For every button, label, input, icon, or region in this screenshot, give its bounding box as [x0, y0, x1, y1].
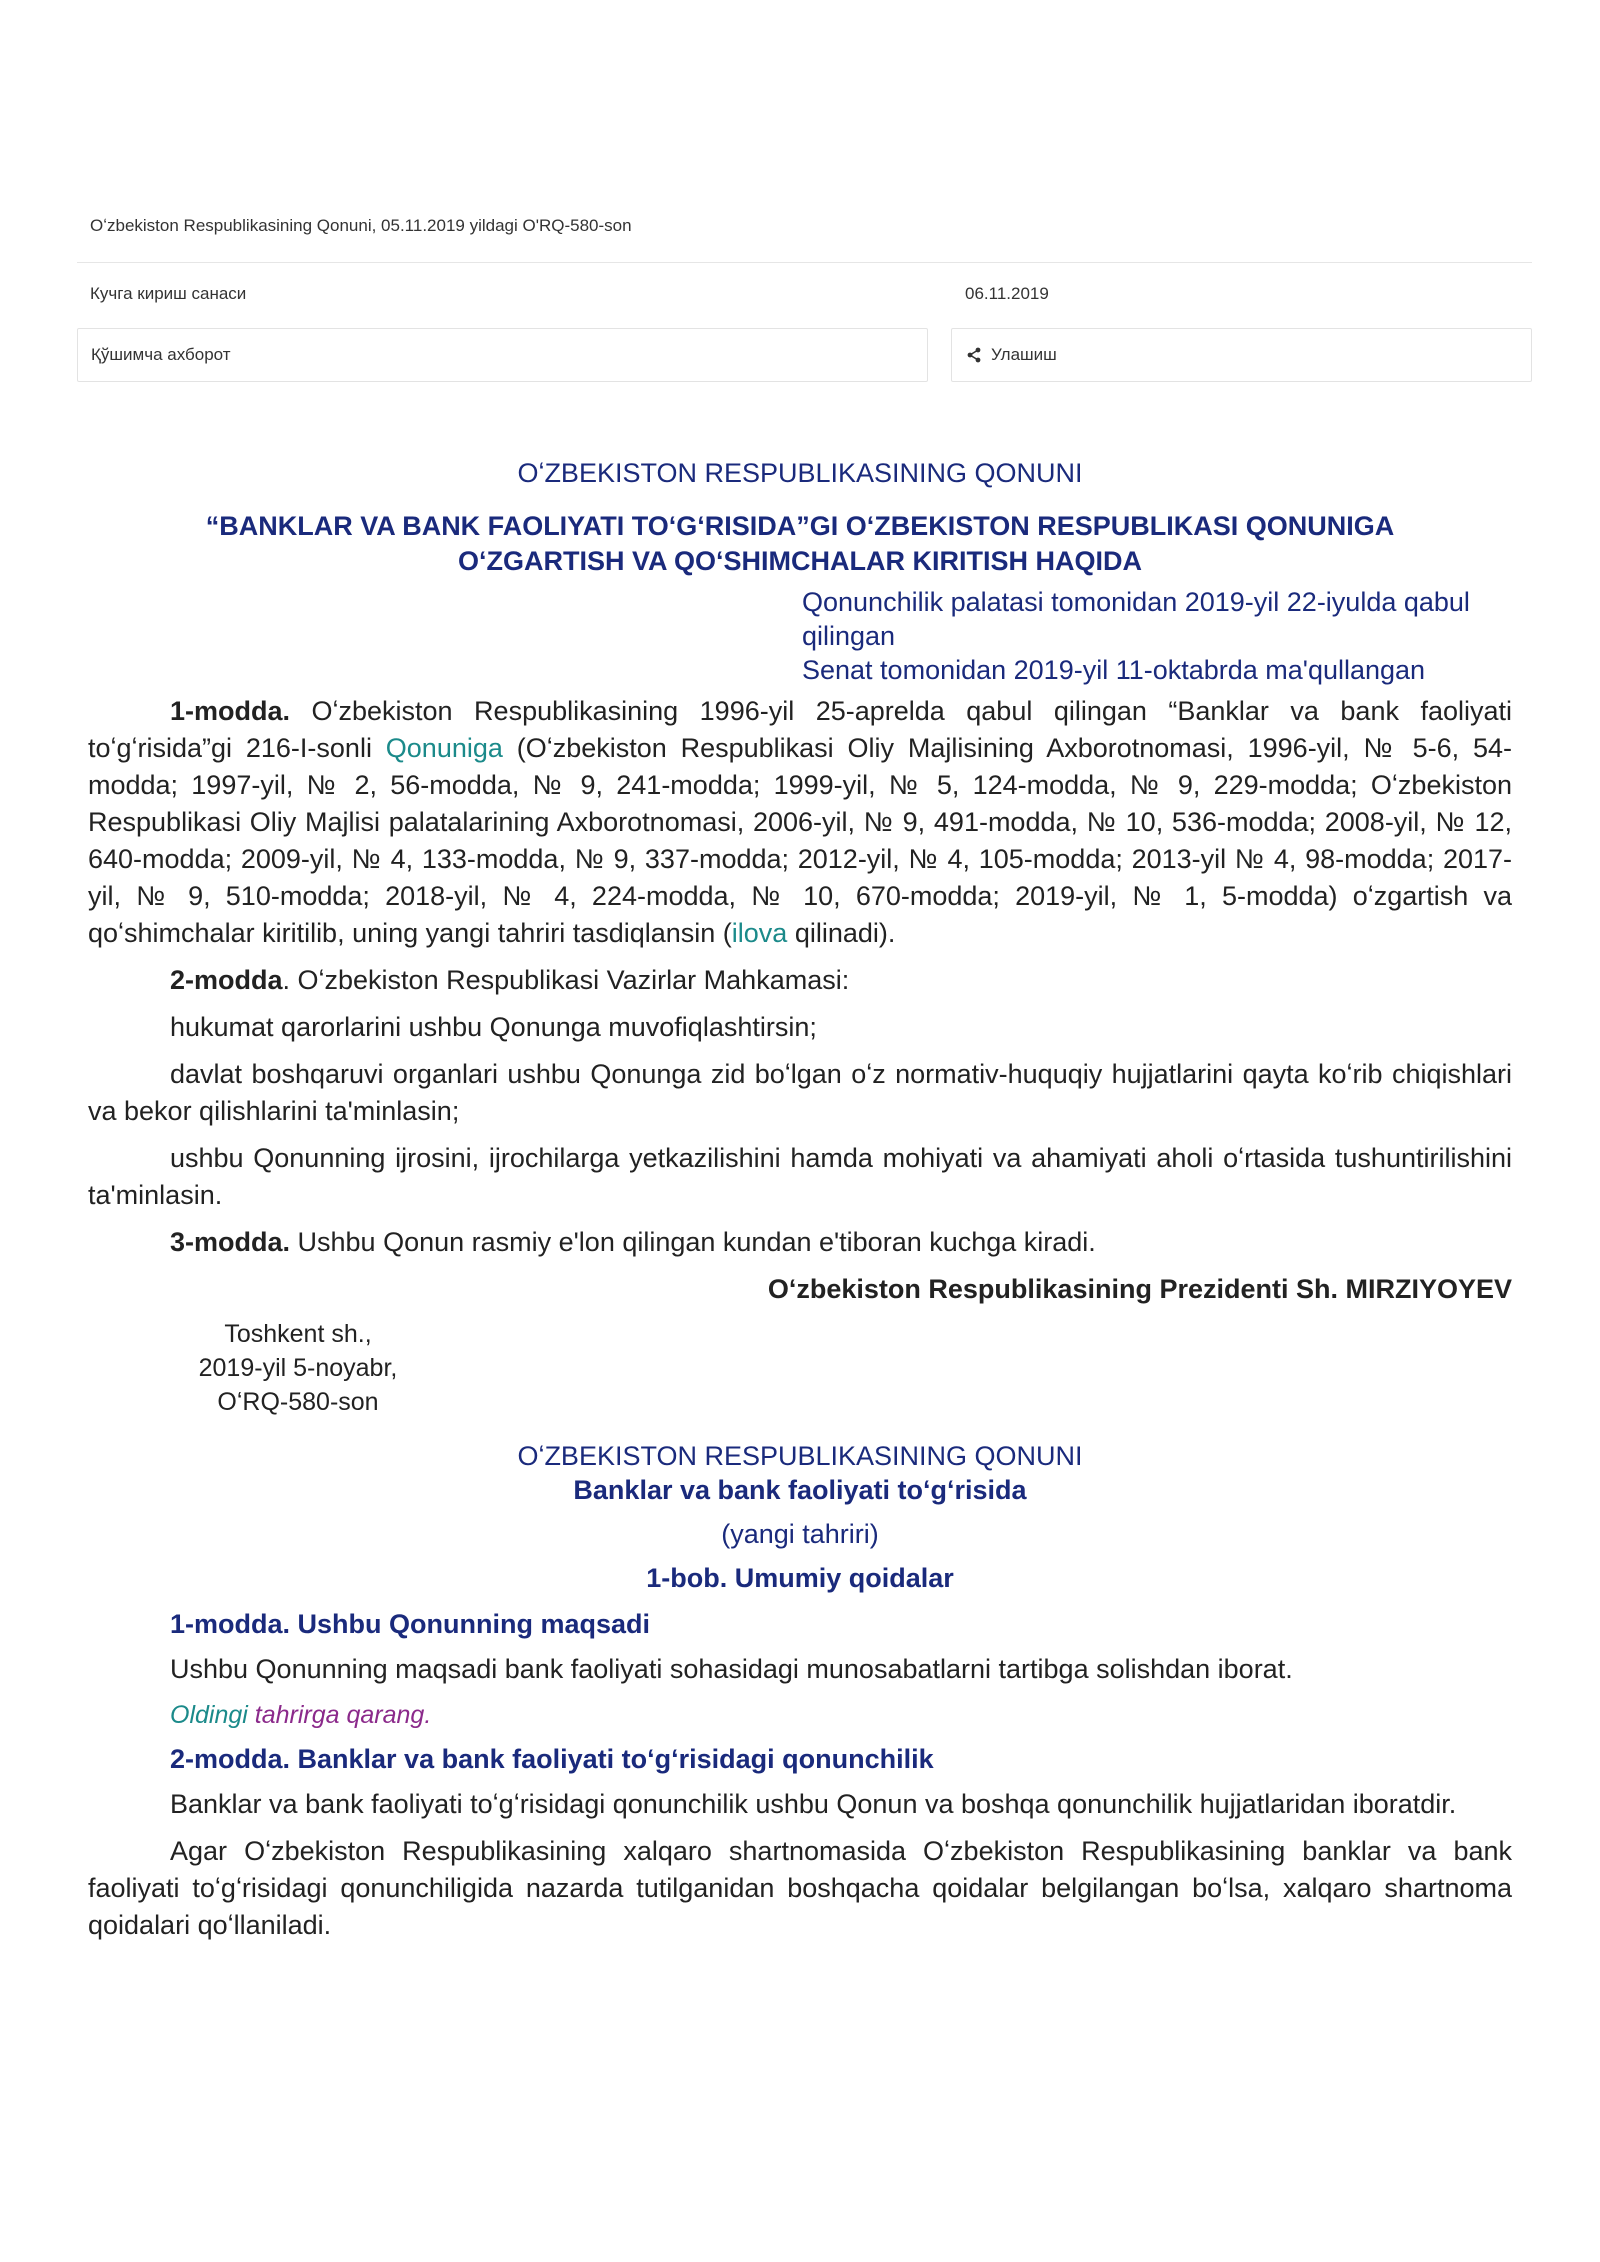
share-button[interactable] — [951, 328, 1532, 382]
law2-article-1-title: 1-modda. Ushbu Qonunning maqsadi — [170, 1609, 651, 1639]
article-2-item-1: hukumat qarorlarini ushbu Qonunga muvofiqlashtirsin; — [170, 1012, 817, 1042]
article-3-text: Ushbu Qonun rasmiy e'lon qilingan kundan e'tiboran kuchga kiradi. — [290, 1227, 1096, 1257]
article-1 — [88, 693, 1512, 952]
article-1-text-b: (Oʻzbekiston Respublikasi Oliy Majlisining Axborotnomasi, 1996-yil, № 5-6, 54-modda; 1997-yil, № 2, 56-modda, № 9, 241-modda; 1999-yil, № 5, 124-modda, № 9, 229-modda; Oʻzbekiston Respublikasi Oliy Majlisi palatalarining Axborotnomasi, 2006-yil, № 9, 491-modda, № 10, 536-modda; 2008-yil, № 12, 640-modda; 2009-yil, № 4, 133-modda, № 9, 337-modda; 2012-yil, № 4, 105-modda; 2013-yil № 4, 98-modda; 2017-yil, № 9, 510-modda; 2018-yil, № 4, 224-modda, № 10, 670-modda; 2019-yil, № 1, 5-modda) oʻzgartish va qoʻshimchalar kiritilib, uning yangi tahriri tasdiqlansin ( — [88, 733, 1513, 948]
appendix-link[interactable]: ilova — [731, 918, 788, 948]
meta-divider — [77, 262, 1532, 263]
adoption-senate: Senat tomonidan 2019-yil 11-oktabrda ma'qullangan — [802, 655, 1426, 685]
law-title — [88, 509, 1512, 579]
place-and-date — [88, 1317, 508, 1419]
article-3-label: 3-modda. — [170, 1227, 291, 1257]
article-3 — [88, 1224, 1512, 1261]
article-1-text-c: qilinadi). — [787, 918, 896, 948]
chapter-title: 1-bob. Umumiy qoidalar — [646, 1563, 954, 1593]
law2-article-2-p1: Banklar va bank faoliyati toʻgʻrisidagi qonunchilik ushbu Qonun va boshqa qonunchilik hujjatlaridan iboratdir. — [170, 1789, 1457, 1819]
document-source-line: Oʻzbekiston Respublikasining Qonuni, 05.11.2019 yildagi O'RQ-580-son — [90, 216, 632, 235]
law2-article-1-text: Ushbu Qonunning maqsadi bank faoliyati sohasidagi munosabatlarni tartibga solishdan iborat. — [170, 1654, 1293, 1684]
effective-date-label: Кучга кириш санаси — [90, 284, 247, 303]
law-title-line-1: “BANKLAR VA BANK FAOLIYATI TOʻGʻRISIDA”GI OʻZBEKISTON RESPUBLIKASI QONUNIGA — [205, 511, 1395, 541]
document-body — [88, 455, 1512, 1954]
edition-link[interactable]: tahrirga qarang. — [254, 1701, 432, 1729]
law2-header: OʻZBEKISTON RESPUBLIKASINING QONUNI — [517, 1441, 1083, 1471]
adoption-chamber: Qonunchilik palatasi tomonidan 2019-yil 22-iyulda qabul qilingan — [802, 587, 1470, 651]
article-2-item-2: davlat boshqaruvi organlari ushbu Qonunga zid boʻlgan oʻz normativ-huquqiy hujjatlarini qayta koʻrib chiqishlari va bekor qilishlarini ta'minlasin; — [88, 1059, 1512, 1126]
share-label: Улашиш — [991, 345, 1057, 364]
more-info-button[interactable] — [77, 328, 928, 382]
article-2-text: . Oʻzbekiston Respublikasi Vazirlar Mahkamasi: — [282, 965, 850, 995]
president-signature: Oʻzbekiston Respublikasining Prezidenti Sh. MIRZIYOYEV — [767, 1274, 1512, 1304]
place-number: OʻRQ-580-son — [217, 1388, 379, 1416]
place-city: Toshkent sh., — [224, 1320, 372, 1348]
law-title-line-2: OʻZGARTISH VA QOʻSHIMCHALAR KIRITISH HAQIDA — [458, 546, 1142, 576]
law2-subtitle: Banklar va bank faoliyati toʻgʻrisida — [573, 1475, 1027, 1505]
law2-article-2-title: 2-modda. Banklar va bank faoliyati toʻgʻrisidagi qonunchilik — [170, 1744, 934, 1774]
law-link[interactable]: Qonuniga — [385, 733, 503, 763]
previous-link[interactable]: Oldingi — [170, 1701, 248, 1729]
article-1-label: 1-modda. — [170, 696, 291, 726]
more-info-label: Қўшимча ахборот — [91, 345, 231, 364]
adoption-info — [802, 585, 1512, 687]
law2-edition: (yangi tahriri) — [721, 1519, 879, 1549]
article-2-label: 2-modda — [170, 965, 283, 995]
law2-article-2-p2: Agar Oʻzbekiston Respublikasining xalqaro shartnomasida Oʻzbekiston Respublikasining banklar va bank faoliyati toʻgʻrisidagi qonunchiligida nazarda tutilganidan boshqacha qoidalar belgilangan boʻlsa, xalqaro shartnoma qoidalari qoʻllaniladi. — [88, 1836, 1512, 1940]
article-2-item-3: ushbu Qonunning ijrosini, ijrochilarga yetkazilishini hamda mohiyati va ahamiyati aholi oʻrtasida tushuntirilishini ta'minlasin. — [88, 1143, 1512, 1210]
previous-edition-link — [170, 1698, 1512, 1732]
effective-date-value: 06.11.2019 — [965, 284, 1049, 303]
article-2 — [88, 962, 1512, 999]
law-header: OʻZBEKISTON RESPUBLIKASINING QONUNI — [517, 458, 1083, 488]
share-icon — [966, 347, 982, 363]
article-1-text-a: Oʻzbekiston Respublikasining 1996-yil 25-aprelda qabul qilingan “Banklar va bank faoliyati toʻgʻrisida”gi 216-I-sonli — [88, 696, 1512, 763]
place-date: 2019-yil 5-noyabr, — [198, 1354, 398, 1382]
